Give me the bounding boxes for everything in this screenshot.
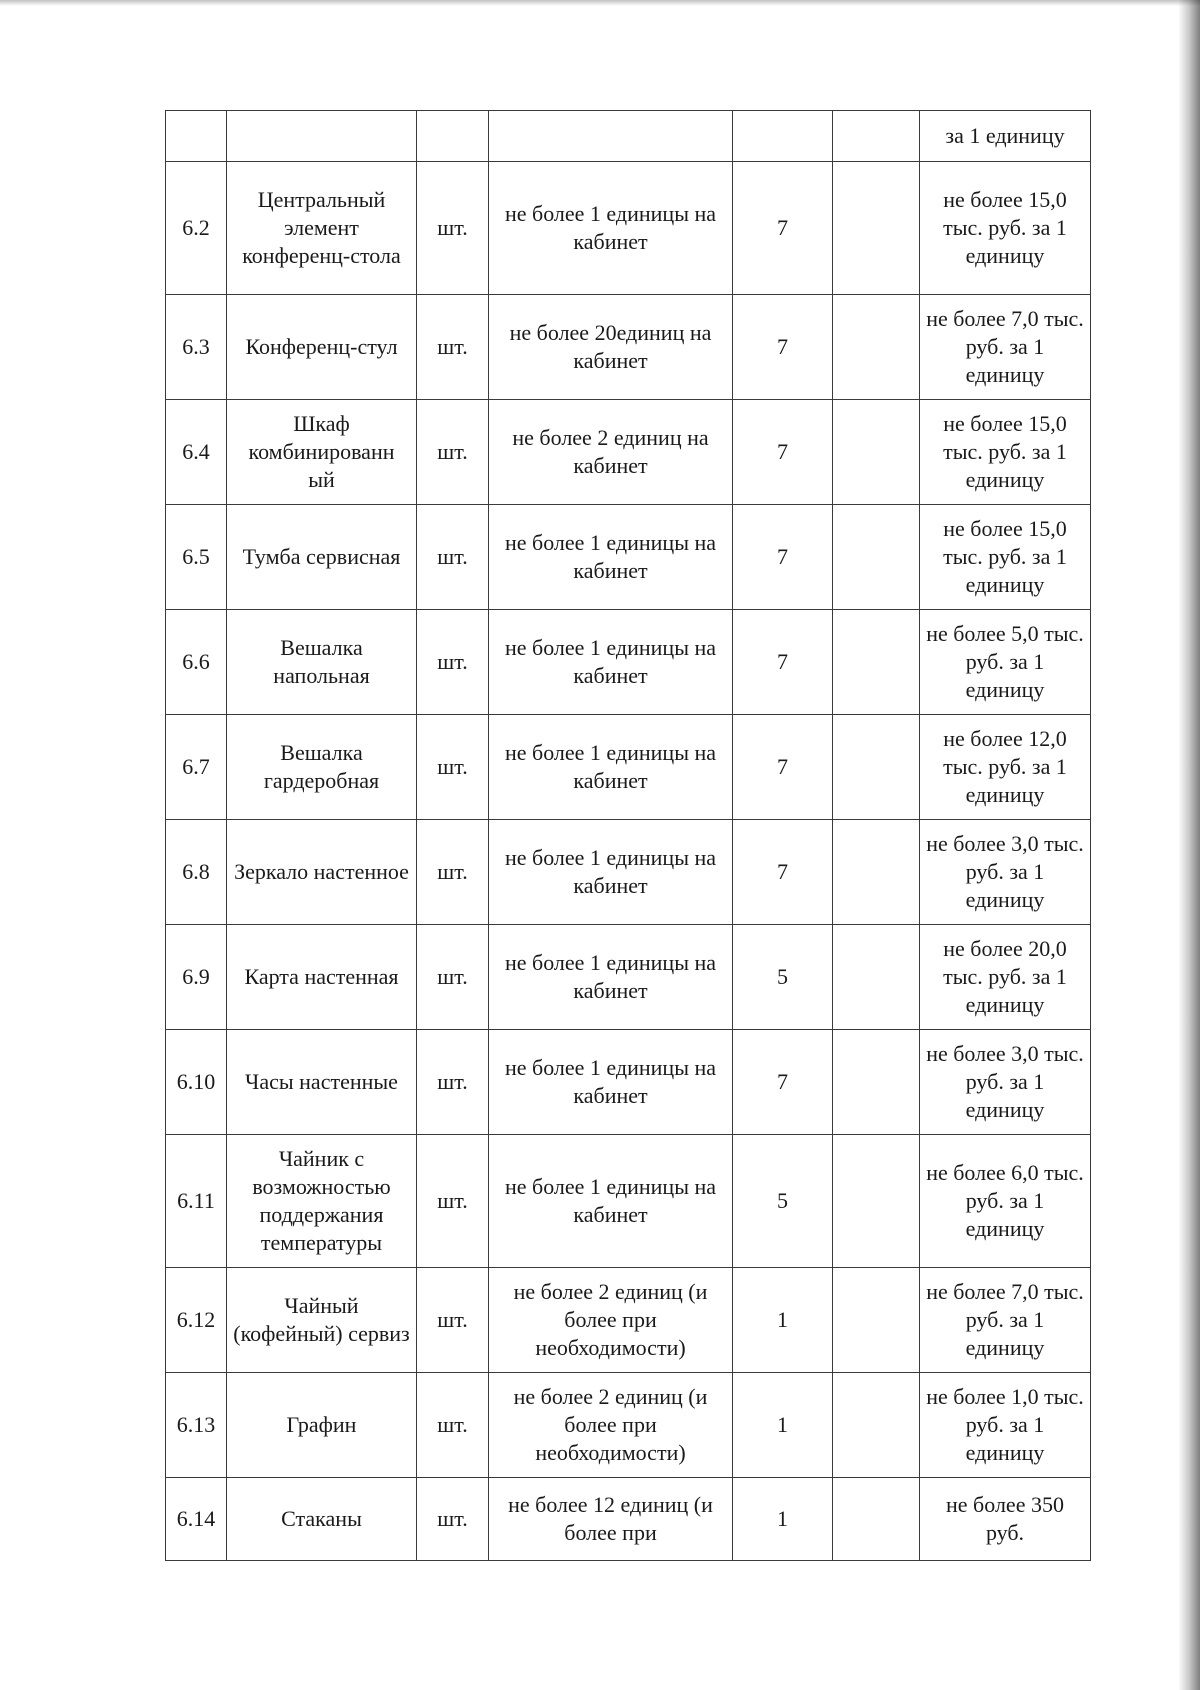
cell-num: 6.13 bbox=[166, 1373, 227, 1478]
cell-empty bbox=[833, 715, 920, 820]
cell-qty: не более 20единиц на кабинет bbox=[489, 295, 733, 400]
cell-price: не более 3,0 тыс. руб. за 1 единицу bbox=[920, 1030, 1091, 1135]
cell-qty: не более 1 единицы на кабинет bbox=[489, 162, 733, 295]
furniture-norms-table bbox=[165, 110, 1091, 1561]
cell-num: 6.2 bbox=[166, 162, 227, 295]
table-row-continuation bbox=[166, 111, 1091, 162]
cell-qty: не более 1 единицы на кабинет bbox=[489, 715, 733, 820]
cell-qty: не более 12 единиц (и более при bbox=[489, 1478, 733, 1561]
cell-num: 6.14 bbox=[166, 1478, 227, 1561]
cell-unit: шт. bbox=[417, 400, 489, 505]
cell-num: 6.5 bbox=[166, 505, 227, 610]
cell-name bbox=[227, 111, 417, 162]
scan-edge-right bbox=[1178, 0, 1200, 1690]
cell-name: Вешалка гардеробная bbox=[227, 715, 417, 820]
cell-name: Шкаф комбинированн ый bbox=[227, 400, 417, 505]
cell-unit: шт. bbox=[417, 610, 489, 715]
cell-price: за 1 единицу bbox=[920, 111, 1091, 162]
cell-unit: шт. bbox=[417, 505, 489, 610]
table-row bbox=[166, 1373, 1091, 1478]
cell-name: Стаканы bbox=[227, 1478, 417, 1561]
cell-qty: не более 2 единиц (и более при необходимости) bbox=[489, 1268, 733, 1373]
cell-term: 7 bbox=[733, 162, 833, 295]
cell-name: Чайник с возможностью поддержания температуры bbox=[227, 1135, 417, 1268]
cell-qty: не более 2 единиц (и более при необходимости) bbox=[489, 1373, 733, 1478]
table-row bbox=[166, 162, 1091, 295]
table-row bbox=[166, 1135, 1091, 1268]
cell-term: 7 bbox=[733, 610, 833, 715]
cell-empty bbox=[833, 925, 920, 1030]
cell-empty bbox=[833, 505, 920, 610]
cell-num: 6.9 bbox=[166, 925, 227, 1030]
cell-price: не более 5,0 тыс. руб. за 1 единицу bbox=[920, 610, 1091, 715]
cell-term: 1 bbox=[733, 1478, 833, 1561]
cell-price: не более 15,0 тыс. руб. за 1 единицу bbox=[920, 505, 1091, 610]
cell-empty bbox=[833, 820, 920, 925]
cell-term: 5 bbox=[733, 1135, 833, 1268]
table-row bbox=[166, 400, 1091, 505]
cell-num: 6.12 bbox=[166, 1268, 227, 1373]
cell-price: не более 7,0 тыс. руб. за 1 единицу bbox=[920, 295, 1091, 400]
cell-price: не более 20,0 тыс. руб. за 1 единицу bbox=[920, 925, 1091, 1030]
cell-name: Часы настенные bbox=[227, 1030, 417, 1135]
cell-empty bbox=[833, 1478, 920, 1561]
cell-unit: шт. bbox=[417, 1135, 489, 1268]
cell-empty bbox=[833, 111, 920, 162]
cell-num: 6.8 bbox=[166, 820, 227, 925]
cell-empty bbox=[833, 1268, 920, 1373]
table-row bbox=[166, 505, 1091, 610]
table-row bbox=[166, 610, 1091, 715]
table-row bbox=[166, 1030, 1091, 1135]
table-row bbox=[166, 820, 1091, 925]
cell-qty: не более 1 единицы на кабинет bbox=[489, 1135, 733, 1268]
cell-num: 6.3 bbox=[166, 295, 227, 400]
table-row bbox=[166, 1478, 1091, 1561]
cell-empty bbox=[833, 1135, 920, 1268]
cell-empty bbox=[833, 400, 920, 505]
table-row bbox=[166, 295, 1091, 400]
cell-empty bbox=[833, 162, 920, 295]
cell-name: Карта настенная bbox=[227, 925, 417, 1030]
cell-qty: не более 1 единицы на кабинет bbox=[489, 505, 733, 610]
cell-price: не более 7,0 тыс. руб. за 1 единицу bbox=[920, 1268, 1091, 1373]
cell-term: 1 bbox=[733, 1268, 833, 1373]
cell-term: 7 bbox=[733, 820, 833, 925]
cell-empty bbox=[833, 1373, 920, 1478]
cell-num: 6.4 bbox=[166, 400, 227, 505]
cell-name: Тумба сервисная bbox=[227, 505, 417, 610]
cell-unit: шт. bbox=[417, 162, 489, 295]
cell-term: 1 bbox=[733, 1373, 833, 1478]
table-row bbox=[166, 1268, 1091, 1373]
cell-unit bbox=[417, 111, 489, 162]
cell-empty bbox=[833, 1030, 920, 1135]
cell-num: 6.7 bbox=[166, 715, 227, 820]
cell-num: 6.10 bbox=[166, 1030, 227, 1135]
cell-price: не более 15,0 тыс. руб. за 1 единицу bbox=[920, 400, 1091, 505]
cell-price: не более 350 руб. bbox=[920, 1478, 1091, 1561]
cell-name: Графин bbox=[227, 1373, 417, 1478]
cell-price: не более 3,0 тыс. руб. за 1 единицу bbox=[920, 820, 1091, 925]
cell-qty: не более 2 единиц на кабинет bbox=[489, 400, 733, 505]
table-row bbox=[166, 715, 1091, 820]
cell-unit: шт. bbox=[417, 295, 489, 400]
cell-name: Конференц-стул bbox=[227, 295, 417, 400]
scan-edge-top bbox=[0, 0, 1200, 6]
table-row bbox=[166, 925, 1091, 1030]
cell-unit: шт. bbox=[417, 1373, 489, 1478]
cell-term: 7 bbox=[733, 505, 833, 610]
cell-price: не более 6,0 тыс. руб. за 1 единицу bbox=[920, 1135, 1091, 1268]
cell-num: 6.6 bbox=[166, 610, 227, 715]
cell-unit: шт. bbox=[417, 1030, 489, 1135]
cell-qty bbox=[489, 111, 733, 162]
cell-name: Чайный (кофейный) сервиз bbox=[227, 1268, 417, 1373]
cell-empty bbox=[833, 295, 920, 400]
cell-term bbox=[733, 111, 833, 162]
cell-unit: шт. bbox=[417, 820, 489, 925]
cell-term: 7 bbox=[733, 400, 833, 505]
cell-num: 6.11 bbox=[166, 1135, 227, 1268]
table-body bbox=[166, 111, 1091, 1561]
cell-name: Вешалка напольная bbox=[227, 610, 417, 715]
cell-price: не более 1,0 тыс. руб. за 1 единицу bbox=[920, 1373, 1091, 1478]
cell-unit: шт. bbox=[417, 715, 489, 820]
cell-unit: шт. bbox=[417, 925, 489, 1030]
cell-name: Центральный элемент конференц-стола bbox=[227, 162, 417, 295]
cell-price: не более 12,0 тыс. руб. за 1 единицу bbox=[920, 715, 1091, 820]
cell-num bbox=[166, 111, 227, 162]
cell-unit: шт. bbox=[417, 1268, 489, 1373]
cell-qty: не более 1 единицы на кабинет bbox=[489, 925, 733, 1030]
cell-empty bbox=[833, 610, 920, 715]
cell-price: не более 15,0 тыс. руб. за 1 единицу bbox=[920, 162, 1091, 295]
cell-unit: шт. bbox=[417, 1478, 489, 1561]
cell-term: 7 bbox=[733, 1030, 833, 1135]
cell-name: Зеркало настенное bbox=[227, 820, 417, 925]
cell-term: 7 bbox=[733, 295, 833, 400]
cell-term: 5 bbox=[733, 925, 833, 1030]
cell-qty: не более 1 единицы на кабинет bbox=[489, 820, 733, 925]
cell-qty: не более 1 единицы на кабинет bbox=[489, 610, 733, 715]
cell-qty: не более 1 единицы на кабинет bbox=[489, 1030, 733, 1135]
cell-term: 7 bbox=[733, 715, 833, 820]
